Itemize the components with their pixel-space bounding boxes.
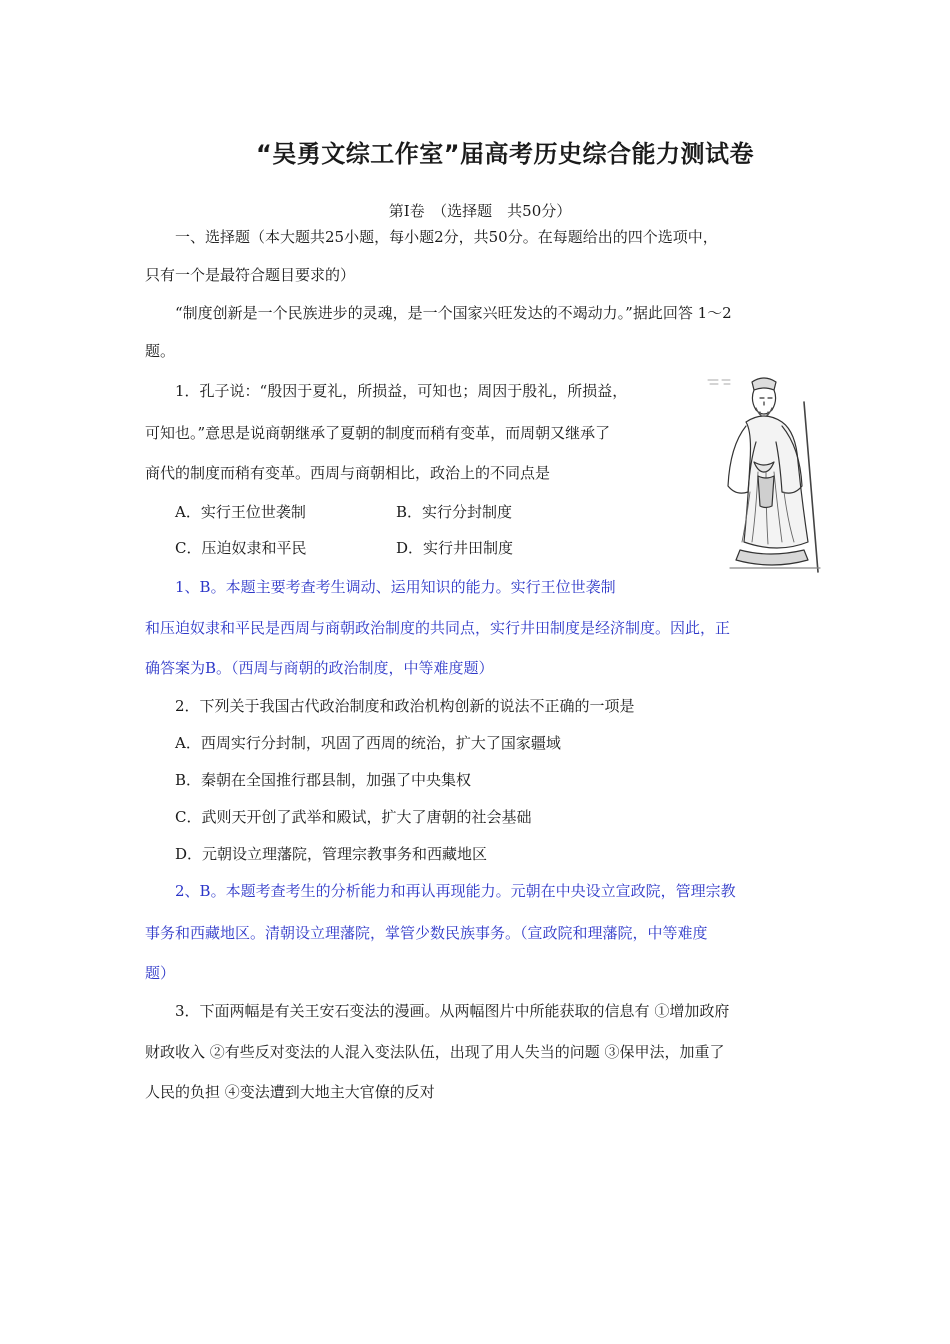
document-title: “吴勇文综工作室”届高考历史综合能力测试卷 bbox=[255, 140, 755, 168]
q2-answer-line-1: 2、B。本题考查考生的分析能力和再认再现能力。元朝在中央设立宣政院，管理宗教 bbox=[175, 882, 736, 900]
q1-answer-line-3: 确答案为B。（西周与商朝的政治制度，中等难度题） bbox=[145, 659, 494, 677]
q2-option-c: C．武则天开创了武举和殿试，扩大了唐朝的社会基础 bbox=[175, 808, 532, 826]
confucius-illustration bbox=[700, 372, 840, 582]
q1-option-b: B．实行分封制度 bbox=[396, 503, 513, 521]
q1-stem-line-2: 可知也。”意思是说商朝继承了夏朝的制度而稍有变革，而周朝又继承了 bbox=[145, 424, 611, 442]
q2-answer-line-2: 事务和西藏地区。清朝设立理藩院，掌管少数民族事务。（宣政院和理藩院，中等难度 bbox=[145, 924, 708, 942]
q2-option-d: D．元朝设立理藩院，管理宗教事务和西藏地区 bbox=[175, 845, 488, 863]
q3-stem-line-1: 3．下面两幅是有关王安石变法的漫画。从两幅图片中所能获取的信息有 ①增加政府 bbox=[175, 1002, 730, 1020]
q1-answer-line-1: 1、B。本题主要考查考生调动、运用知识的能力。实行王位世袭制 bbox=[175, 578, 616, 596]
q2-answer-line-3: 题） bbox=[145, 964, 176, 982]
q1-stem-line-1: 1．孔子说：“殷因于夏礼，所损益，可知也；周因于殷礼，所损益， bbox=[175, 382, 628, 400]
q1-answer-line-2: 和压迫奴隶和平民是西周与商朝政治制度的共同点，实行井田制度是经济制度。因此，正 bbox=[145, 619, 731, 637]
q3-stem-line-3: 人民的负担 ④变法遭到大地主大官僚的反对 bbox=[145, 1083, 435, 1101]
q1-option-c: C．压迫奴隶和平民 bbox=[175, 539, 307, 557]
intro-line-2: 题。 bbox=[145, 342, 176, 360]
q2-option-b: B．秦朝在全国推行郡县制，加强了中央集权 bbox=[175, 771, 472, 789]
section-heading: 第Ⅰ卷 （选择题 共50分） bbox=[388, 202, 572, 220]
q2-option-a: A．西周实行分封制，巩固了西周的统治，扩大了国家疆域 bbox=[175, 734, 561, 752]
instructions-line-2: 只有一个是最符合题目要求的） bbox=[145, 266, 356, 284]
q2-stem: 2．下列关于我国古代政治制度和政治机构创新的说法不正确的一项是 bbox=[175, 697, 635, 715]
q1-stem-line-3: 商代的制度而稍有变革。西周与商朝相比，政治上的不同点是 bbox=[145, 464, 551, 482]
q3-stem-line-2: 财政收入 ②有些反对变法的人混入变法队伍，出现了用人失当的问题 ③保甲法，加重了 bbox=[145, 1043, 725, 1061]
q1-option-d: D．实行井田制度 bbox=[396, 539, 514, 557]
intro-line-1: “制度创新是一个民族进步的灵魂，是一个国家兴旺发达的不竭动力。”据此回答 1～2 bbox=[175, 304, 732, 322]
q1-option-a: A．实行王位世袭制 bbox=[175, 503, 306, 521]
instructions-line-1: 一、选择题（本大题共25小题，每小题2分，共50分。在每题给出的四个选项中， bbox=[175, 228, 718, 246]
